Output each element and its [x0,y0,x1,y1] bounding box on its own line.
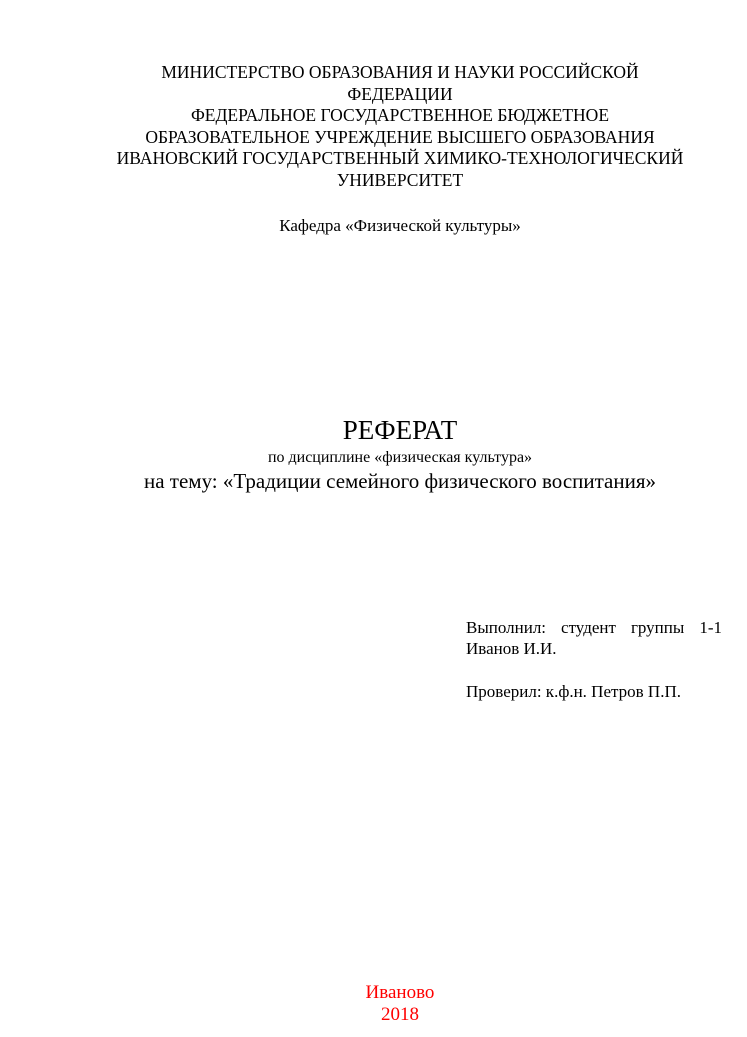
footer-year: 2018 [381,1004,419,1025]
topic-line: на тему: «Традиции семейного физического воспитания» [143,469,657,493]
header-line-4: ОБРАЗОВАТЕЛЬНОЕ УЧРЕЖДЕНИЕ ВЫСШЕГО ОБРАЗОВАНИЯ [145,126,655,147]
performed-by-name: Иванов И.И. [466,639,557,658]
document-title: РЕФЕРАТ [342,415,458,445]
performed-by-line [466,617,722,638]
performed-label: Выполнил: [466,618,547,637]
discipline-line: по дисциплине «физическая культура» [267,449,533,466]
header-line-2: ФЕДЕРАЦИИ [347,83,453,104]
footer-block [60,982,740,1026]
performed-group: 1-1 [699,618,722,637]
header-line-6: УНИВЕРСИТЕТ [336,169,464,190]
performed-role: студент [561,618,616,637]
header-line-1: МИНИСТЕРСТВО ОБРАЗОВАНИЯ И НАУКИ РОССИЙСКОЙ [161,62,639,82]
performed-group-word: группы [630,618,685,637]
checked-by-line: Проверил: к.ф.н. Петров П.П. [466,682,681,701]
ministry-header [60,62,740,191]
footer-city: Иваново [365,982,435,1003]
header-line-5: ИВАНОВСКИЙ ГОСУДАРСТВЕННЫЙ ХИМИКО-ТЕХНОЛОГИЧЕСКИЙ [116,148,684,168]
header-line-3: ФЕДЕРАЛЬНОЕ ГОСУДАРСТВЕННОЕ БЮДЖЕТНОЕ [190,105,610,125]
performed-by-block [466,617,726,659]
department-name: Кафедра «Физической культуры» [279,216,521,235]
